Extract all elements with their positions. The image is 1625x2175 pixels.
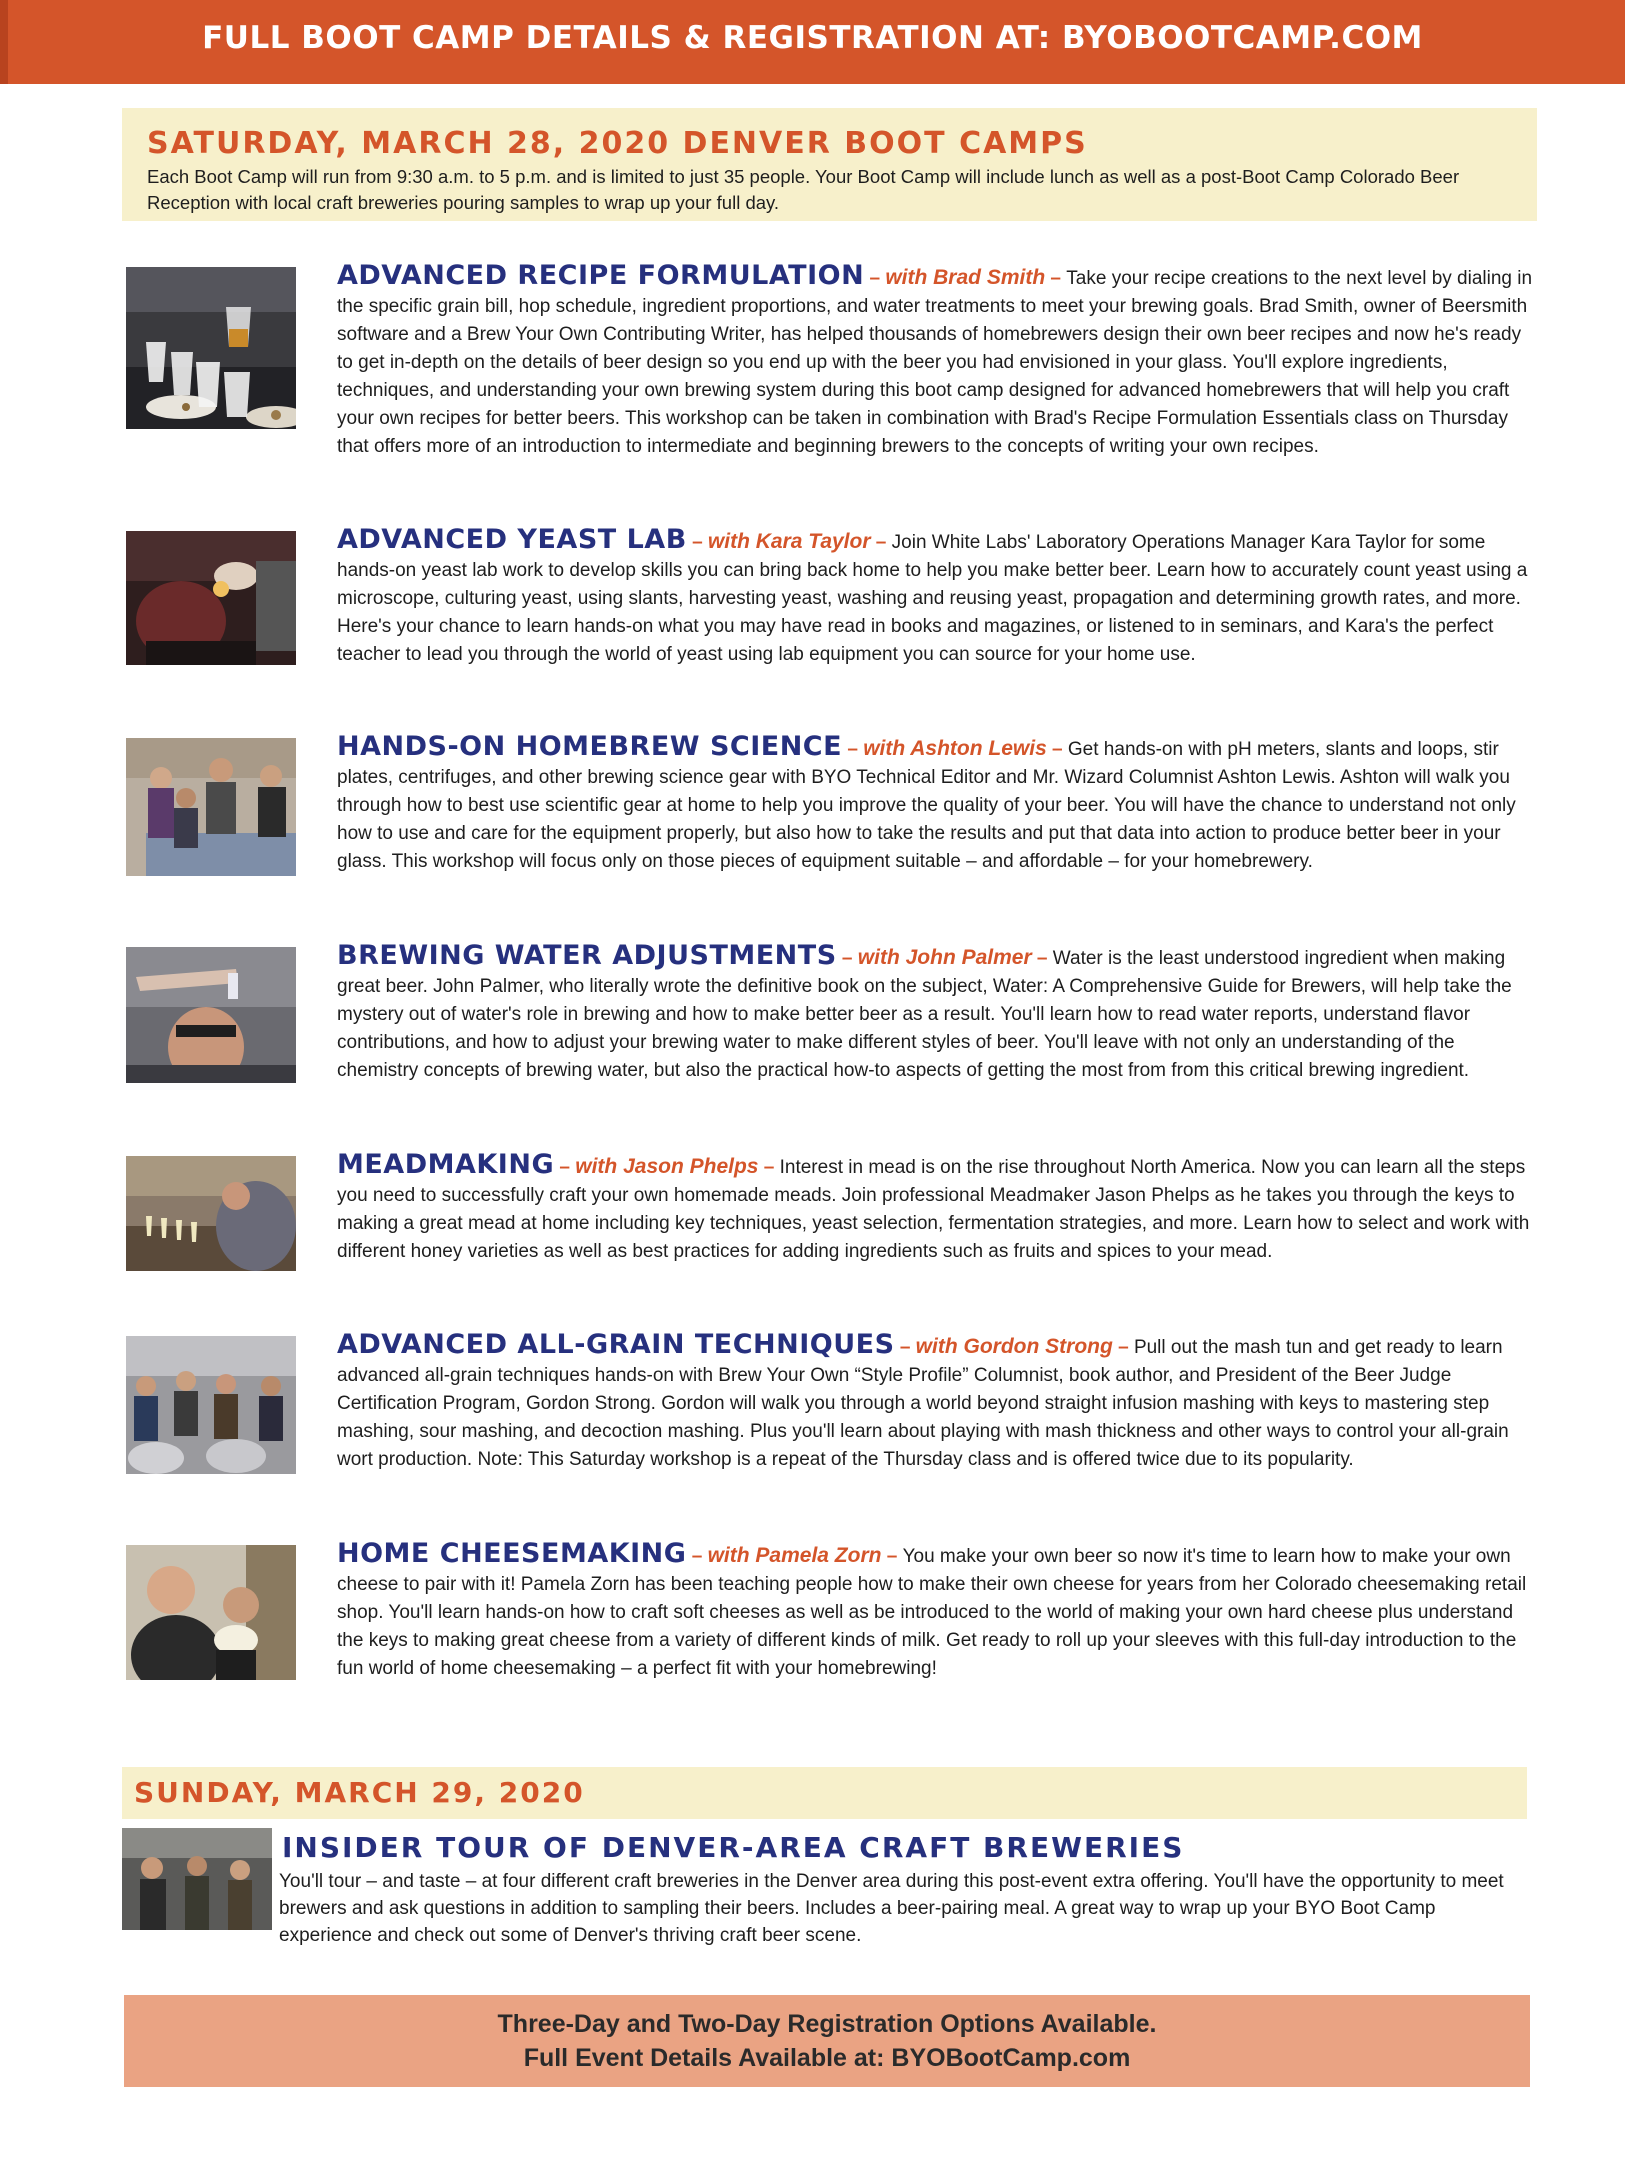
sunday-heading: SUNDAY, MARCH 29, 2020 [134,1776,585,1809]
session-text: ADVANCED ALL-GRAIN TECHNIQUES – with Gordon Strong – Pull out the mash tun and get ready to learn advanced all-grain techniques hands-on with Brew Your Own “Style Profile” Columnist, book author, and President of the Beer Judge Certification Program, Gordon Strong. Gordon will walk you through a world beyond straight infusion mashing with keys to mastering step mashing, sour mashing, and decoction mashing. Plus you'll learn about playing with mash thickness and other ways to control your all-grain wort production. Note: This Saturday workshop is a repeat of the Thursday class and is offered twice due to its popularity. [337,1329,1509,1470]
session-description: Take your recipe creations to the next level by dialing in the specific grain bill, hop schedule, ingredient proportions, and water treatments to meet your brewing goals. Brad Smith, owner of Beersmith software and a Brew Your Own Contributing Writer, has helped thousands of homebrewers design their own beer recipes and now he's ready to get in-depth on the details of beer design so you end up with the beer you had envisioned in your glass. You'll explore ingredients, techniques, and understanding your own brewing system during this boot camp designed for advanced homebrewers that will help you craft your own recipes for better beers. This workshop can be taken in combination with Brad's Recipe Formulation Essentials class on Thursday that offers more of an introduction to intermediate and beginning brewers to the concepts of writing your own recipes. [337,268,1533,457]
session-photo [126,947,296,1083]
saturday-header-box [122,108,1537,221]
session-description: Water is the least understood ingredient when making great beer. John Palmer, who literally wrote the definitive book on the subject, Water: A Comprehensive Guide for Brewers, will help take the mystery out of water's role in brewing and how to make better beer as a result. You'll learn how to read water reports, understand flavor contributions, and how to adjust your brewing water to make different styles of beer. You'll leave with not only an understanding of the chemistry concepts of brewing water, but also the practical how-to aspects of getting the most from from this critical brewing ingredient. [337,948,1512,1081]
session-description: Interest in mead is on the rise throughout North America. Now you can learn all the steps you need to successfully craft your own homemade meads. Join professional Meadmaker Jason Phelps as he takes you through the keys to making a great mead at home including key techniques, yeast selection, fermentation strategies, and more. Learn how to select and work with different honey varieties as well as best practices for adding ingredients such as fruits and spices to your mead. [337,1157,1530,1262]
session-instructor: with Pamela Zorn [707,1544,882,1567]
session-instructor: with Kara Taylor [707,530,871,553]
registration-footer [124,1995,1530,2087]
session-text: HANDS-ON HOMEBREW SCIENCE – with Ashton Lewis – Get hands-on with pH meters, slants and loops, stir plates, centrifuges, and other brewing science gear with BYO Technical Editor and Mr. Wizard Columnist Ashton Lewis. Ashton will walk you through how to best use scientific gear at home to help you improve the quality of your beer. You will have the chance to understand not only how to use and care for the equipment properly, but also how to take the results and put that data into action to produce better beer in your glass. This workshop will focus only on those pieces of equipment suitable – and affordable – for your homebrewery. [337,731,1516,872]
session-instructor: with John Palmer [857,946,1032,969]
footer-line-2[interactable]: Full Event Details Available at: BYOBootCamp.com [523,2044,1131,2072]
session-description: Get hands-on with pH meters, slants and loops, stir plates, centrifuges, and other brewing science gear with BYO Technical Editor and Mr. Wizard Columnist Ashton Lewis. Ashton will walk you through how to best use scientific gear at home to help you improve the quality of your beer. You will have the chance to understand not only how to use and care for the equipment properly, but also how to take the results and put that data into action to produce better beer in your glass. This workshop will focus only on those pieces of equipment suitable – and affordable – for your homebrewery. [337,739,1516,872]
session-photo [126,531,296,665]
banner-text[interactable]: FULL BOOT CAMP DETAILS & REGISTRATION AT: BYOBOOTCAMP.COM [202,20,1423,56]
session-text: HOME CHEESEMAKING – with Pamela Zorn – You make your own beer so now it's time to learn how to make your own cheese to pair with it! Pamela Zorn has been teaching people how to make their own cheese for years from her Colorado cheesemaking retail shop. You'll learn hands-on how to craft soft cheeses as well as be introduced to the world of making your own hard cheese plus understand the keys to making great cheese from a variety of different kinds of milk. Get ready to roll up your sleeves with this full-day introduction to the fun world of home cheesemaking – a perfect fit with your homebrewing! [337,1538,1527,1679]
footer-line-1: Three-Day and Two-Day Registration Options Available. [497,2010,1157,2038]
session-title: HANDS-ON HOMEBREW SCIENCE [337,731,843,762]
session-photo [126,1545,296,1680]
session-instructor: with Brad Smith [885,266,1046,289]
session-title: HOME CHEESEMAKING [337,1538,687,1569]
session-photo [126,267,296,429]
session-description: You make your own beer so now it's time to learn how to make your own cheese to pair with it! Pamela Zorn has been teaching people how to make their own cheese for years from her Colorado cheesemaking retail shop. You'll learn hands-on how to craft soft cheeses as well as be introduced to the world of making your own hard cheese plus understand the keys to making great cheese from a variety of different kinds of milk. Get ready to roll up your sleeves with this full-day introduction to the fun world of home cheesemaking – a perfect fit with your homebrewing! [337,1546,1527,1679]
session-photo [126,1156,296,1271]
tour-photo [122,1828,272,1930]
saturday-heading: SATURDAY, MARCH 28, 2020 DENVER BOOT CAMPS [147,126,1088,161]
tour-title: INSIDER TOUR OF DENVER-AREA CRAFT BREWERIES [282,1831,1185,1864]
session-photo [126,738,296,876]
session-instructor: with Gordon Strong [915,1335,1113,1358]
session-text: MEADMAKING – with Jason Phelps – Interest in mead is on the rise throughout North America. Now you can learn all the steps you need to successfully craft your own homemade meads. Join professional Meadmaker Jason Phelps as he takes you through the keys to making a great mead at home including key techniques, yeast selection, fermentation strategies, and more. Learn how to select and work with different honey varieties as well as best practices for adding ingredients such as fruits and spices to your mead. [337,1149,1530,1262]
session-title: ADVANCED YEAST LAB [337,524,687,555]
sunday-header-box [122,1767,1527,1819]
saturday-intro: Each Boot Camp will run from 9:30 a.m. to 5 p.m. and is limited to just 35 people. Your Boot Camp will include lunch as well as a post-Boot Camp Colorado Beer Reception with local craft breweries pouring samples to wrap up your full day. [147,166,1460,213]
session-description: Join White Labs' Laboratory Operations Manager Kara Taylor for some hands-on yeast lab work to develop skills you can bring back home to help you make better beer. Learn how to accurately count yeast using a microscope, culturing yeast, using slants, harvesting yeast, washing and reusing yeast, propagation and determining growth rates, and more. Here's your chance to learn hands-on what you may have read in books and magazines, or listened to in seminars, and Kara's the perfect teacher to lead you through the world of yeast using lab equipment you can source for your home use. [337,532,1528,665]
tour-description: You'll tour – and taste – at four different craft breweries in the Denver area during this post-event extra offering. You'll have the opportunity to meet brewers and ask questions in addition to sampling their beers. Includes a beer-pairing meal. A great way to wrap up your BYO Boot Camp experience and check out some of Denver's thriving craft beer scene. [279,1871,1504,1946]
session-title: BREWING WATER ADJUSTMENTS [337,940,837,971]
session-instructor: with Jason Phelps [575,1155,759,1178]
session-title: ADVANCED ALL-GRAIN TECHNIQUES [337,1329,895,1360]
session-text: BREWING WATER ADJUSTMENTS – with John Palmer – Water is the least understood ingredient when making great beer. John Palmer, who literally wrote the definitive book on the subject, Water: A Comprehensive Guide for Brewers, will help take the mystery out of water's role in brewing and how to make better beer as a result. You'll learn how to read water reports, understand flavor contributions, and how to adjust your brewing water to make different styles of beer. You'll leave with not only an understanding of the chemistry concepts of brewing water, but also the practical how-to aspects of getting the most from from this critical brewing ingredient. [337,940,1512,1081]
session-title: MEADMAKING [337,1149,555,1180]
session-text: ADVANCED RECIPE FORMULATION – with Brad Smith – Take your recipe creations to the next level by dialing in the specific grain bill, hop schedule, ingredient proportions, and water treatments to meet your brewing goals. Brad Smith, owner of Beersmith software and a Brew Your Own Contributing Writer, has helped thousands of homebrewers design their own beer recipes and now he's ready to get in-depth on the details of beer design so you end up with the beer you had envisioned in your glass. You'll explore ingredients, techniques, and understanding your own brewing system during this boot camp designed for advanced homebrewers that will help you craft your own recipes for better beers. This workshop can be taken in combination with Brad's Recipe Formulation Essentials class on Thursday that offers more of an introduction to intermediate and beginning brewers to the concepts of writing your own recipes. [337,260,1533,457]
session-photo [126,1336,296,1474]
session-title: ADVANCED RECIPE FORMULATION [337,260,865,291]
session-description: Pull out the mash tun and get ready to learn advanced all-grain techniques hands-on with Brew Your Own “Style Profile” Columnist, book author, and President of the Beer Judge Certification Program, Gordon Strong. Gordon will walk you through a world beyond straight infusion mashing with keys to mastering step mashing, sour mashing, and decoction mashing. Plus you'll learn about playing with mash thickness and other ways to control your all-grain wort production. Note: This Saturday workshop is a repeat of the Thursday class and is offered twice due to its popularity. [337,1337,1509,1470]
top-banner [0,0,1625,84]
session-instructor: with Ashton Lewis [863,737,1047,760]
session-text: ADVANCED YEAST LAB – with Kara Taylor – Join White Labs' Laboratory Operations Manager Kara Taylor for some hands-on yeast lab work to develop skills you can bring back home to help you make better beer. Learn how to accurately count yeast using a microscope, culturing yeast, using slants, harvesting yeast, washing and reusing yeast, propagation and determining growth rates, and more. Here's your chance to learn hands-on what you may have read in books and magazines, or listened to in seminars, and Kara's the perfect teacher to lead you through the world of yeast using lab equipment you can source for your home use. [337,524,1528,665]
